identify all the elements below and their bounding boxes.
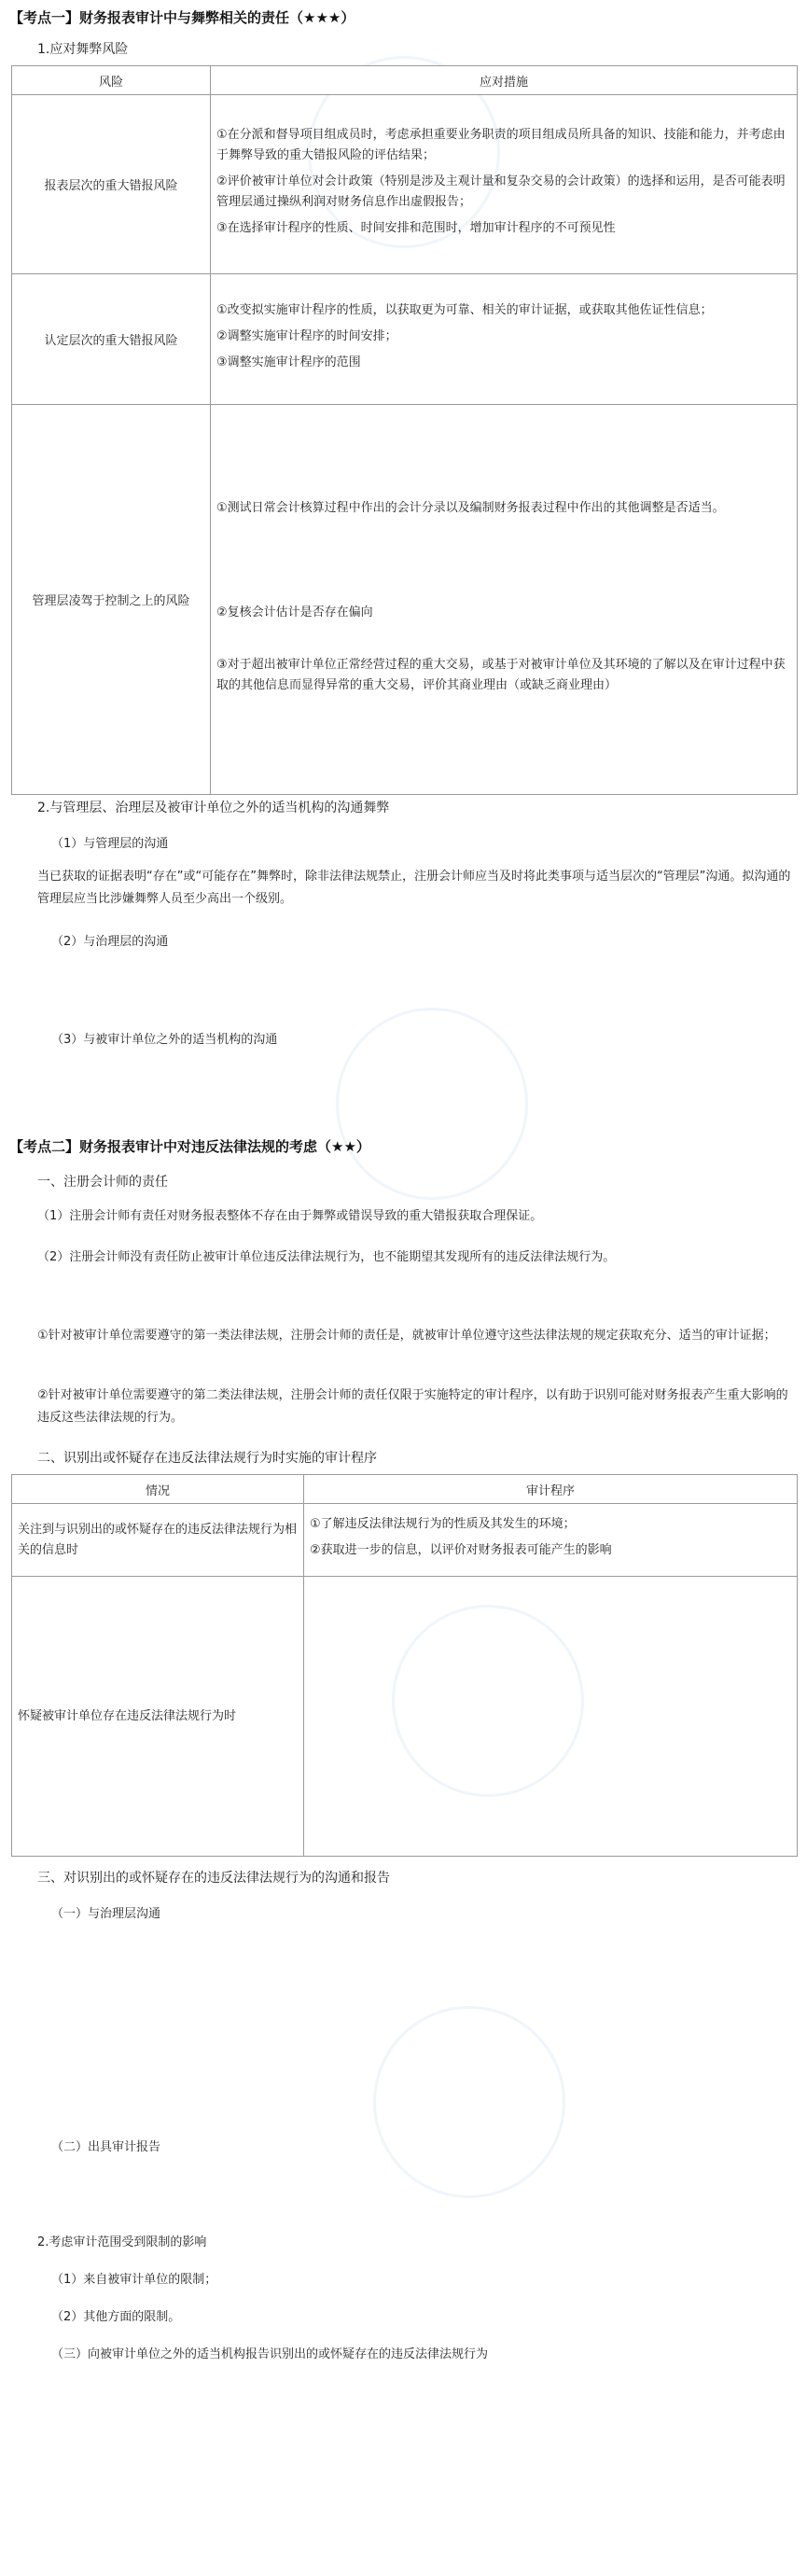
s1-sub2: 2.与管理层、治理层及被审计单位之外的适当机构的沟通舞弊 bbox=[37, 801, 390, 815]
s2-p10: 2.考虑审计范围受到限制的影响 bbox=[37, 2235, 207, 2249]
watermark-seal bbox=[336, 1008, 528, 1200]
measure-item: ②复核会计估计是否存在偏向 bbox=[216, 605, 373, 620]
measure-item: ②调整实施审计程序的时间安排； bbox=[216, 328, 397, 343]
table-row bbox=[12, 95, 798, 274]
situation-cell: 关注到与识别出的或怀疑存在的违反法律法规行为相关的信息时 bbox=[12, 1504, 304, 1577]
procedure-item bbox=[310, 1743, 791, 1763]
section-1-title: 【考点一】财务报表审计中与舞弊相关的责任（★★★） bbox=[9, 9, 355, 26]
procedure-item bbox=[310, 1691, 791, 1711]
measure-cell bbox=[211, 274, 798, 405]
procedure-cell bbox=[304, 1504, 798, 1577]
table-row bbox=[12, 1577, 798, 1857]
s2-p4: ①针对被审计单位需要遵守的第一类法律法规，注册会计师的责任是，就被审计单位遵守这些法律法规的规定获取充分、适当的审计证据； bbox=[37, 1329, 776, 1343]
s2-p11: （1）来自被审计单位的限制； bbox=[51, 2273, 217, 2287]
col-risk-header: 风险 bbox=[12, 66, 211, 95]
measure-item bbox=[216, 629, 791, 649]
measure-item: ③在选择审计程序的性质、时间安排和范围时，增加审计程序的不可预见性 bbox=[216, 220, 616, 235]
s2-p5: ②针对被审计单位需要遵守的第二类法律法规，注册会计师的责任仅限于实施特定的审计程序，以有助于识别可能对财务报表产生重大影响的违反这些法律法规的行为。 bbox=[37, 1388, 788, 1425]
col-measure-header: 应对措施 bbox=[211, 66, 798, 95]
s2-p12: （2）其他方面的限制。 bbox=[51, 2310, 181, 2324]
s2-sub2: 二、识别出或怀疑存在违反法律法规行为时实施的审计程序 bbox=[37, 1451, 377, 1466]
measure-cell bbox=[211, 95, 798, 274]
risk-cell: 报表层次的重大错报风险 bbox=[12, 95, 211, 274]
procedure-item: ②获取进一步的信息，以评价对财务报表可能产生的影响 bbox=[310, 1542, 612, 1557]
measure-cell bbox=[211, 405, 798, 795]
situation-cell: 怀疑被审计单位存在违反法律法规行为时 bbox=[12, 1577, 304, 1857]
col-procedure-header: 审计程序 bbox=[304, 1475, 798, 1504]
s1-sub2-1-text: 当已获取的证据表明“存在”或“可能存在”舞弊时，除非法律法规禁止，注册会计师应当及时将此类事项与适当层次的“管理层”沟通。拟沟通的管理层应当比涉嫌舞弊人员至少高出一个级别。 bbox=[37, 870, 791, 906]
risk-cell: 认定层次的重大错报风险 bbox=[12, 274, 211, 405]
measure-item: ②评价被审计单位对会计政策（特别是涉及主观计量和复杂交易的会计政策）的选择和运用，是否可能表明管理层通过操纵利润对财务信息作出虚假报告； bbox=[216, 174, 786, 209]
procedure-item: ①了解违反法律法规行为的性质及其发生的环境； bbox=[310, 1516, 576, 1531]
measure-item: ①在分派和督导项目组成员时，考虑承担重要业务职责的项目组成员所具备的知识、技能和能力，并考虑由于舞弊导致的重大错报风险的评估结果； bbox=[216, 127, 786, 162]
risk-cell: 管理层凌驾于控制之上的风险 bbox=[12, 405, 211, 795]
s2-sub3: 三、对识别出的或怀疑存在的违反法律法规行为的沟通和报告 bbox=[37, 1871, 390, 1886]
measure-item: ①改变拟实施审计程序的性质，以获取更为可靠、相关的审计证据，或获取其他佐证性信息； bbox=[216, 302, 713, 317]
procedure-item bbox=[310, 1717, 791, 1737]
measure-item: ③调整实施审计程序的范围 bbox=[216, 355, 361, 369]
col-situation-header: 情况 bbox=[12, 1475, 304, 1504]
procedure-item bbox=[310, 1664, 791, 1685]
s1-sub2-3: （3）与被审计单位之外的适当机构的沟通 bbox=[51, 1033, 278, 1047]
s2-sub1: 一、注册会计师的责任 bbox=[37, 1175, 168, 1190]
measure-item bbox=[216, 577, 791, 597]
table-row bbox=[12, 274, 798, 405]
section-2-title: 【考点二】财务报表审计中对违反法律法规的考虑（★★） bbox=[9, 1138, 370, 1155]
measure-item bbox=[216, 524, 791, 545]
procedure-cell bbox=[304, 1577, 798, 1857]
s2-sub3-1: （一）与治理层沟通 bbox=[51, 1907, 161, 1921]
measure-item: ③对于超出被审计单位正常经营过程的重大交易，或基于对被审计单位及其环境的了解以及在审计过程中获取的其他信息而显得异常的重大交易，评价其商业理由（或缺乏商业理由） bbox=[216, 657, 786, 692]
risk-response-table bbox=[11, 65, 798, 795]
measure-item: ①测试日常会计核算过程中作出的会计分录以及编制财务报表过程中作出的其他调整是否适当。 bbox=[216, 500, 725, 515]
s2-p1: （1）注册会计师有责任对财务报表整体不存在由于舞弊或错误导致的重大错报获取合理保证。 bbox=[37, 1209, 543, 1223]
watermark-seal bbox=[373, 2006, 565, 2198]
s2-sub3-3: （三）向被审计单位之外的适当机构报告识别出的或怀疑存在的违反法律法规行为 bbox=[51, 2347, 489, 2361]
s1-sub2-2: （2）与治理层的沟通 bbox=[51, 935, 169, 949]
s1-sub1: 1.应对舞弊风险 bbox=[37, 42, 129, 57]
measure-item bbox=[216, 550, 791, 571]
table-row bbox=[12, 405, 798, 795]
s2-p2: （2）注册会计师没有责任防止被审计单位违反法律法规行为，也不能期望其发现所有的违反法律法规行为。 bbox=[37, 1250, 616, 1264]
s1-sub2-1: （1）与管理层的沟通 bbox=[51, 837, 169, 851]
table-row bbox=[12, 1504, 798, 1577]
procedure-table bbox=[11, 1474, 798, 1857]
s2-sub3-2: （二）出具审计报告 bbox=[51, 2140, 161, 2154]
